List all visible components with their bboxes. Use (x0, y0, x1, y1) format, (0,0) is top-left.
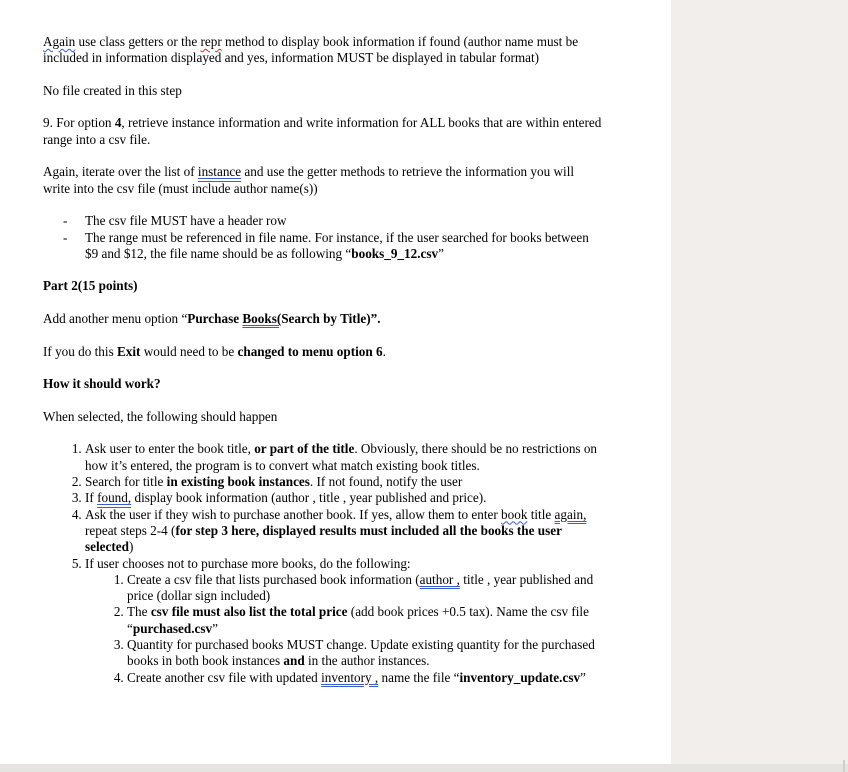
list-item: 1. Ask user to enter the book title, or part of the title. Obviously, there should be no restrictions on how it’s entered, the program is to convert what match existing book titles. (85, 441, 603, 474)
csv-requirements-list (43, 213, 603, 262)
spell-flag-word: repr (200, 34, 222, 49)
list-item: 4. Create another csv file with updated inventory , name the file “inventory_update.csv” (127, 670, 603, 686)
grammar-flag-word: author , (419, 571, 460, 587)
list-item: 2. The csv file must also list the total price (add book prices +0.5 tax). Name the csv file “purchased.csv” (127, 604, 603, 637)
grammar-flag-word: book (501, 506, 528, 522)
grammar-flag-word: again, (554, 506, 587, 522)
part2-heading: Part 2(15 points) (43, 278, 138, 294)
grammar-flag-word: found, (97, 490, 132, 506)
substeps-list (85, 572, 603, 686)
list-item: 5. If user chooses not to purchase more books, do the following: 1. Create a csv file that lists purchased book information (author , title , year published and price (dollar sign included) 2. The csv file must also list the total price (add book prices +0.5 tax). Name the csv file “purchased.csv” 3. Quantity for purchased books MUST change. Update existing quantity for the purchased books in both book instances and in the author instances. 4. Create another csv file with updated inventory , name the file “inventory_update.csv” (85, 556, 603, 686)
document-body[interactable] (43, 34, 603, 686)
paragraph-no-file: No file created in this step (43, 82, 182, 98)
grammar-flag-word: inventory , (321, 669, 379, 685)
list-item: - The csv file MUST have a header row (85, 213, 603, 229)
paragraph-menu-option: Add another menu option “Purchase Books(Search by Title)”. (43, 311, 381, 327)
paragraph-option-4: 9. For option 4, retrieve instance information and write information for ALL books that are within entered range into a csv file. (43, 115, 602, 147)
list-item: 3. Quantity for purchased books MUST change. Update existing quantity for the purchased books in both book instances and in the author instances. (127, 637, 603, 670)
how-it-works-heading: How it should work? (43, 376, 161, 392)
paragraph-display-info: Again use class getters or the repr method to display book information if found (author name must be included in information displayed and yes, information MUST be displayed in tabular format) (43, 34, 579, 66)
list-item: - The range must be referenced in file name. For instance, if the user searched for books between $9 and $12, the file name should be as following “books_9_12.csv” (85, 230, 603, 263)
horizontal-scrollbar[interactable] (0, 764, 848, 772)
list-item: 3. If found, display book information (author , title , year published and price). (85, 490, 603, 506)
paragraph-exit-option: If you do this Exit would need to be changed to menu option 6. (43, 343, 386, 359)
spell-flag-word: Again (43, 34, 76, 49)
scrollbar-handle[interactable] (843, 760, 845, 772)
grammar-flag-word: Books( (242, 311, 282, 327)
steps-list (43, 441, 603, 685)
list-item: 2. Search for title in existing book instances. If not found, notify the user (85, 474, 603, 490)
grammar-flag-word: instance (197, 164, 242, 180)
list-item: 1. Create a csv file that lists purchased book information (author , title , year published and price (dollar sign included) (127, 572, 603, 605)
list-item: 4. Ask the user if they wish to purchase another book. If yes, allow them to enter book title again, repeat steps 2-4 (for step 3 here, displayed results must included all the books the user selected) (85, 507, 603, 556)
page-margin-area (671, 0, 848, 764)
paragraph-iterate: Again, iterate over the list of instance and use the getter methods to retrieve the information you will write into the csv file (must include author name(s)) (43, 164, 575, 196)
paragraph-when-selected: When selected, the following should happen (43, 408, 278, 424)
